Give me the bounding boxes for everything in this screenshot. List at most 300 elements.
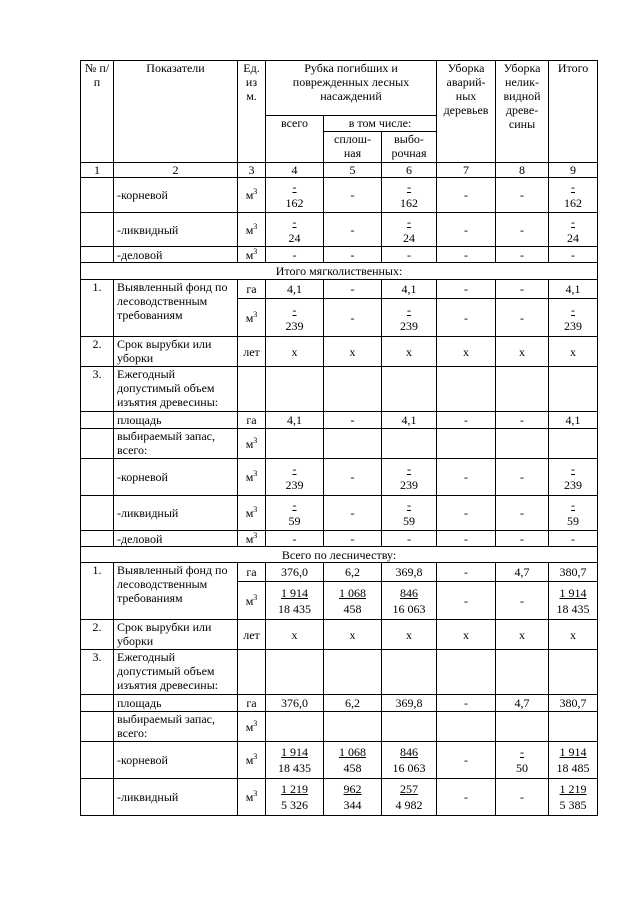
table-cell bbox=[496, 367, 549, 412]
table-cell: х bbox=[266, 620, 324, 650]
header-unit: Ед. из м. bbox=[238, 61, 266, 163]
table-cell: -деловой bbox=[114, 531, 238, 547]
fraction-denominator: 458 bbox=[343, 601, 362, 616]
table-cell: 376,0 bbox=[266, 563, 324, 582]
table-cell: Ежегодный допустимый объем изъятия древесины: bbox=[114, 367, 238, 412]
table-cell bbox=[437, 650, 496, 695]
table-cell: - bbox=[437, 213, 496, 247]
table-cell bbox=[549, 367, 598, 412]
table-cell bbox=[549, 650, 598, 695]
table-cell: га bbox=[238, 280, 266, 299]
table-cell bbox=[549, 496, 598, 531]
table-cell bbox=[81, 429, 114, 459]
fraction-value bbox=[286, 179, 304, 211]
fraction-value bbox=[281, 781, 308, 813]
fraction-denominator: 24 bbox=[567, 230, 580, 245]
fraction-denominator: 18 435 bbox=[556, 601, 590, 616]
table-cell: - bbox=[324, 178, 382, 213]
table-row bbox=[81, 429, 598, 459]
fraction-numerator: 846 bbox=[400, 585, 419, 600]
table-cell: - bbox=[496, 412, 549, 429]
header-indicators: Показатели bbox=[114, 61, 238, 163]
table-cell: Выявленный фонд по лесоводственным требованиям bbox=[114, 563, 238, 620]
fraction-denominator: 59 bbox=[403, 514, 416, 528]
table-row bbox=[81, 496, 598, 531]
table-cell bbox=[81, 742, 114, 779]
fraction-denominator: 239 bbox=[285, 478, 304, 492]
table-row bbox=[81, 412, 598, 429]
table-cell: 6,2 bbox=[324, 563, 382, 582]
fraction-numerator: 846 bbox=[400, 745, 419, 759]
table-row bbox=[81, 247, 598, 263]
table-row bbox=[81, 650, 598, 695]
fraction-value bbox=[403, 497, 415, 529]
table-cell: 1 bbox=[81, 163, 114, 178]
table-cell: 4,1 bbox=[382, 280, 437, 299]
table-cell: - bbox=[266, 247, 324, 263]
table-cell: - bbox=[437, 695, 496, 712]
table-cell bbox=[238, 367, 266, 412]
table-cell bbox=[549, 779, 598, 816]
table-cell: 9 bbox=[549, 163, 598, 178]
table-cell bbox=[81, 496, 114, 531]
table-cell bbox=[496, 742, 549, 779]
table-cell bbox=[81, 695, 114, 712]
table-cell bbox=[238, 531, 266, 547]
section-title-total: Всего по лесничеству: bbox=[81, 547, 598, 563]
table-cell bbox=[238, 650, 266, 695]
fraction-numerator: - bbox=[292, 462, 297, 476]
fraction-value bbox=[289, 497, 301, 529]
table-cell bbox=[549, 429, 598, 459]
fraction-value bbox=[339, 585, 366, 617]
table-cell bbox=[496, 650, 549, 695]
fraction-denominator: 18 435 bbox=[278, 601, 311, 616]
table-cell: выбираемый запас, всего: bbox=[114, 712, 238, 742]
fraction-value bbox=[557, 585, 590, 617]
table-cell: га bbox=[238, 412, 266, 429]
table-cell: - bbox=[437, 459, 496, 496]
table-cell bbox=[496, 429, 549, 459]
table-cell: -корневой bbox=[114, 178, 238, 213]
table-cell: х bbox=[549, 620, 598, 650]
fraction-numerator: - bbox=[292, 302, 297, 317]
table-cell bbox=[238, 429, 266, 459]
table-cell bbox=[549, 742, 598, 779]
table-cell bbox=[382, 650, 437, 695]
fraction-value bbox=[567, 214, 579, 246]
table-cell bbox=[266, 742, 324, 779]
table-cell: 6 bbox=[382, 163, 437, 178]
table-cell: - bbox=[437, 779, 496, 816]
fraction-numerator: 1 219 bbox=[559, 782, 587, 796]
table-cell: га bbox=[238, 695, 266, 712]
table-cell: лет bbox=[238, 620, 266, 650]
header-total-felling: всего bbox=[266, 116, 324, 163]
unit-exponent: 3 bbox=[253, 221, 258, 231]
table-cell: х bbox=[549, 337, 598, 367]
table-row bbox=[81, 337, 598, 367]
table-cell: Срок вырубки или уборки bbox=[114, 337, 238, 367]
table-cell bbox=[382, 213, 437, 247]
table-cell: х bbox=[496, 337, 549, 367]
fraction-numerator: 1 914 bbox=[559, 585, 587, 600]
table-cell: 7 bbox=[437, 163, 496, 178]
table-cell: - bbox=[549, 247, 598, 263]
fraction-denominator: 18 435 bbox=[278, 761, 311, 775]
table-cell bbox=[266, 213, 324, 247]
table-cell: 2. bbox=[81, 337, 114, 367]
fraction-numerator: 1 219 bbox=[281, 782, 308, 796]
fraction-numerator: 1 914 bbox=[281, 585, 308, 600]
fraction-value bbox=[516, 744, 528, 776]
fraction-numerator: 1 068 bbox=[339, 585, 366, 600]
table-cell: 4 bbox=[266, 163, 324, 178]
table-cell: 4,1 bbox=[382, 412, 437, 429]
fraction-numerator: - bbox=[571, 498, 576, 512]
table-cell: - bbox=[437, 496, 496, 531]
table-cell: - bbox=[496, 299, 549, 337]
table-cell: 6,2 bbox=[324, 695, 382, 712]
table-cell bbox=[382, 779, 437, 816]
table-cell: - bbox=[496, 531, 549, 547]
table-cell: 380,7 bbox=[549, 563, 598, 582]
table-cell bbox=[81, 712, 114, 742]
table-row bbox=[81, 459, 598, 496]
table-cell bbox=[382, 712, 437, 742]
table-cell: х bbox=[437, 337, 496, 367]
table-cell bbox=[496, 712, 549, 742]
table-cell: Срок вырубки или уборки bbox=[114, 620, 238, 650]
cell-text: м bbox=[245, 188, 254, 202]
fraction-value bbox=[564, 179, 582, 211]
table-cell: 376,0 bbox=[266, 695, 324, 712]
table-cell: -корневой bbox=[114, 742, 238, 779]
table-cell: - bbox=[437, 742, 496, 779]
table-cell bbox=[382, 496, 437, 531]
table-cell: 4,1 bbox=[266, 280, 324, 299]
table-cell bbox=[382, 178, 437, 213]
table-cell bbox=[81, 779, 114, 816]
table-cell: - bbox=[437, 178, 496, 213]
table-cell bbox=[266, 178, 324, 213]
fraction-value bbox=[564, 302, 582, 334]
cell-text: м bbox=[245, 719, 254, 734]
table-cell: 3. bbox=[81, 367, 114, 412]
table-cell: - bbox=[437, 582, 496, 620]
table-cell: х bbox=[382, 337, 437, 367]
fraction-numerator: - bbox=[571, 462, 576, 476]
unit-exponent: 3 bbox=[253, 246, 258, 256]
table-cell bbox=[549, 299, 598, 337]
table-cell bbox=[266, 367, 324, 412]
fraction-numerator: - bbox=[571, 180, 576, 194]
table-cell bbox=[266, 429, 324, 459]
table-cell: 2 bbox=[114, 163, 238, 178]
table-cell: х bbox=[324, 620, 382, 650]
fraction-numerator: - bbox=[407, 498, 412, 512]
table-cell bbox=[382, 459, 437, 496]
fraction-denominator: 458 bbox=[343, 761, 362, 775]
table-cell bbox=[324, 367, 382, 412]
table-cell: х bbox=[496, 620, 549, 650]
table-cell bbox=[437, 367, 496, 412]
fraction-value bbox=[339, 744, 366, 776]
fraction-value bbox=[393, 585, 426, 617]
table-cell: 5 bbox=[324, 163, 382, 178]
table-cell: - bbox=[437, 280, 496, 299]
table-cell: 369,8 bbox=[382, 695, 437, 712]
table-cell: Выявленный фонд по лесоводственным требованиям bbox=[114, 280, 238, 337]
table-cell bbox=[382, 299, 437, 337]
table-cell: - bbox=[324, 247, 382, 263]
table-cell: 1. bbox=[81, 563, 114, 620]
table-cell: га bbox=[238, 563, 266, 582]
fraction-value bbox=[564, 461, 582, 493]
table-cell: - bbox=[496, 213, 549, 247]
cell-text: м bbox=[245, 753, 254, 767]
fraction-denominator: 24 bbox=[288, 230, 301, 245]
table-cell: -деловой bbox=[114, 247, 238, 263]
header-emergency: Уборка аварий-ных деревьев bbox=[437, 61, 496, 163]
table-cell: х bbox=[266, 337, 324, 367]
table-cell: х bbox=[382, 620, 437, 650]
table-cell bbox=[266, 650, 324, 695]
table-cell: 3. bbox=[81, 650, 114, 695]
cell-text: м bbox=[245, 790, 254, 804]
fraction-numerator: - bbox=[571, 214, 576, 229]
table-cell: - bbox=[324, 531, 382, 547]
fraction-numerator: 1 914 bbox=[559, 745, 587, 759]
table-cell: - bbox=[496, 779, 549, 816]
cell-text: м bbox=[245, 310, 254, 325]
unit-exponent: 3 bbox=[253, 592, 258, 602]
section-title-soft: Итого мягколиственных: bbox=[81, 263, 598, 280]
fraction-denominator: 50 bbox=[516, 761, 529, 775]
table-cell: - bbox=[549, 531, 598, 547]
fraction-denominator: 239 bbox=[285, 318, 304, 333]
fraction-numerator: - bbox=[407, 462, 412, 476]
fraction-value bbox=[400, 461, 418, 493]
table-cell: - bbox=[496, 280, 549, 299]
fraction-numerator: 962 bbox=[343, 782, 362, 796]
table-cell bbox=[549, 178, 598, 213]
table-cell: 8 bbox=[496, 163, 549, 178]
table-cell bbox=[324, 742, 382, 779]
fraction-value bbox=[393, 744, 426, 776]
fraction-denominator: 162 bbox=[285, 196, 304, 210]
fraction-value bbox=[560, 781, 587, 813]
table-cell bbox=[266, 712, 324, 742]
table-cell bbox=[238, 742, 266, 779]
table-cell: - bbox=[266, 531, 324, 547]
table-cell: Ежегодный допустимый объем изъятия древесины: bbox=[114, 650, 238, 695]
fraction-value bbox=[278, 585, 311, 617]
table-cell: - bbox=[324, 412, 382, 429]
fraction-denominator: 5 326 bbox=[281, 798, 308, 812]
table-cell: - bbox=[324, 213, 382, 247]
table-cell: площадь bbox=[114, 695, 238, 712]
table-row bbox=[81, 620, 598, 650]
fraction-denominator: 18 485 bbox=[556, 761, 590, 775]
table-row bbox=[81, 213, 598, 247]
table-cell bbox=[238, 299, 266, 337]
fraction-numerator: - bbox=[571, 302, 576, 317]
table-cell bbox=[549, 213, 598, 247]
fraction-value bbox=[344, 781, 362, 813]
column-numbers-row bbox=[81, 163, 598, 178]
table-cell: - bbox=[437, 299, 496, 337]
table-cell bbox=[238, 496, 266, 531]
table-cell: - bbox=[437, 412, 496, 429]
header-total: Итого bbox=[549, 61, 598, 163]
table-cell bbox=[238, 247, 266, 263]
fraction-numerator: - bbox=[520, 745, 525, 759]
cell-text: м bbox=[245, 247, 254, 262]
header-unmarketable: Уборка нелик-видной древе-сины bbox=[496, 61, 549, 163]
table-cell bbox=[324, 712, 382, 742]
table-cell: 4,7 bbox=[496, 695, 549, 712]
table-cell bbox=[266, 299, 324, 337]
unit-exponent: 3 bbox=[253, 435, 258, 445]
table-cell bbox=[238, 582, 266, 620]
fraction-value bbox=[400, 179, 418, 211]
unit-exponent: 3 bbox=[253, 505, 258, 514]
table-cell bbox=[324, 582, 382, 620]
table-cell: -ликвидный bbox=[114, 213, 238, 247]
table-cell bbox=[382, 742, 437, 779]
table-cell bbox=[266, 496, 324, 531]
fraction-value bbox=[286, 302, 304, 334]
fraction-value bbox=[567, 497, 579, 529]
table-cell bbox=[324, 429, 382, 459]
table-cell bbox=[549, 712, 598, 742]
table-cell bbox=[81, 412, 114, 429]
table-row bbox=[81, 742, 598, 779]
unit-exponent: 3 bbox=[253, 752, 258, 761]
table-cell: - bbox=[382, 531, 437, 547]
fraction-value bbox=[557, 744, 590, 776]
table-cell bbox=[266, 582, 324, 620]
table-cell bbox=[324, 650, 382, 695]
fraction-denominator: 162 bbox=[564, 196, 583, 210]
table-cell: 2. bbox=[81, 620, 114, 650]
fraction-denominator: 24 bbox=[403, 230, 416, 245]
fraction-denominator: 239 bbox=[564, 318, 583, 333]
header-num: № п/п bbox=[81, 61, 114, 163]
unit-exponent: 3 bbox=[253, 530, 258, 540]
table-row bbox=[81, 280, 598, 299]
fraction-denominator: 239 bbox=[400, 478, 419, 492]
fraction-denominator: 16 063 bbox=[392, 761, 426, 775]
table-cell: площадь bbox=[114, 412, 238, 429]
fraction-denominator: 239 bbox=[564, 478, 583, 492]
unit-exponent: 3 bbox=[253, 309, 258, 319]
fraction-numerator: - bbox=[292, 498, 297, 512]
table-cell: - bbox=[382, 247, 437, 263]
fraction-denominator: 16 063 bbox=[392, 601, 426, 616]
table-cell: 3 bbox=[238, 163, 266, 178]
forest-felling-table bbox=[80, 60, 598, 816]
fraction-denominator: 59 bbox=[567, 514, 580, 528]
table-cell: - bbox=[496, 247, 549, 263]
table-cell: 380,7 bbox=[549, 695, 598, 712]
fraction-value bbox=[289, 214, 301, 246]
table-cell: 4,1 bbox=[549, 412, 598, 429]
table-cell bbox=[238, 459, 266, 496]
fraction-value bbox=[400, 302, 418, 334]
header-clear: сплош-ная bbox=[324, 132, 382, 163]
table-cell bbox=[382, 582, 437, 620]
table-cell: - bbox=[324, 459, 382, 496]
cell-text: м bbox=[245, 531, 254, 546]
fraction-value bbox=[286, 461, 304, 493]
table-cell: - bbox=[496, 178, 549, 213]
table-row bbox=[81, 779, 598, 816]
fraction-denominator: 5 385 bbox=[559, 798, 587, 812]
table-cell: - bbox=[437, 563, 496, 582]
fraction-numerator: - bbox=[292, 180, 297, 194]
table-row bbox=[81, 367, 598, 412]
unit-exponent: 3 bbox=[253, 718, 258, 728]
table-row bbox=[81, 531, 598, 547]
table-cell: 4,7 bbox=[496, 563, 549, 582]
table-cell: выбираемый запас, всего: bbox=[114, 429, 238, 459]
table-cell bbox=[382, 367, 437, 412]
table-cell: 369,8 bbox=[382, 563, 437, 582]
table-cell bbox=[238, 178, 266, 213]
cell-text: м bbox=[245, 593, 254, 608]
fraction-numerator: - bbox=[407, 214, 412, 229]
table-cell: 4,1 bbox=[549, 280, 598, 299]
table-cell bbox=[437, 429, 496, 459]
fraction-denominator: 239 bbox=[400, 318, 419, 333]
table-cell bbox=[238, 712, 266, 742]
unit-exponent: 3 bbox=[253, 789, 258, 798]
cell-text: м bbox=[245, 506, 254, 520]
table-cell: - bbox=[324, 280, 382, 299]
table-cell bbox=[81, 531, 114, 547]
table-cell bbox=[549, 582, 598, 620]
table-cell: - bbox=[496, 496, 549, 531]
table-cell bbox=[382, 429, 437, 459]
fraction-numerator: 1 914 bbox=[281, 745, 308, 759]
header-felling: Рубка погибших и поврежденных лесных насаждений bbox=[266, 61, 437, 116]
table-cell bbox=[238, 779, 266, 816]
table-cell bbox=[81, 247, 114, 263]
table-cell: 4,1 bbox=[266, 412, 324, 429]
table-row bbox=[81, 563, 598, 582]
table-cell bbox=[238, 213, 266, 247]
fraction-value bbox=[278, 744, 311, 776]
table-cell bbox=[266, 779, 324, 816]
cell-text: м bbox=[245, 436, 254, 451]
fraction-numerator: 257 bbox=[400, 782, 419, 796]
fraction-numerator: - bbox=[407, 180, 412, 194]
unit-exponent: 3 bbox=[253, 469, 258, 478]
table-cell: х bbox=[324, 337, 382, 367]
table-cell: - bbox=[324, 299, 382, 337]
table-cell bbox=[549, 459, 598, 496]
table-cell bbox=[81, 213, 114, 247]
fraction-value bbox=[403, 214, 415, 246]
fraction-numerator: - bbox=[292, 214, 297, 229]
header-selective: выбо-рочная bbox=[382, 132, 437, 163]
table-cell bbox=[81, 459, 114, 496]
table-cell: -корневой bbox=[114, 459, 238, 496]
fraction-denominator: 344 bbox=[343, 798, 362, 812]
table-cell: - bbox=[437, 531, 496, 547]
